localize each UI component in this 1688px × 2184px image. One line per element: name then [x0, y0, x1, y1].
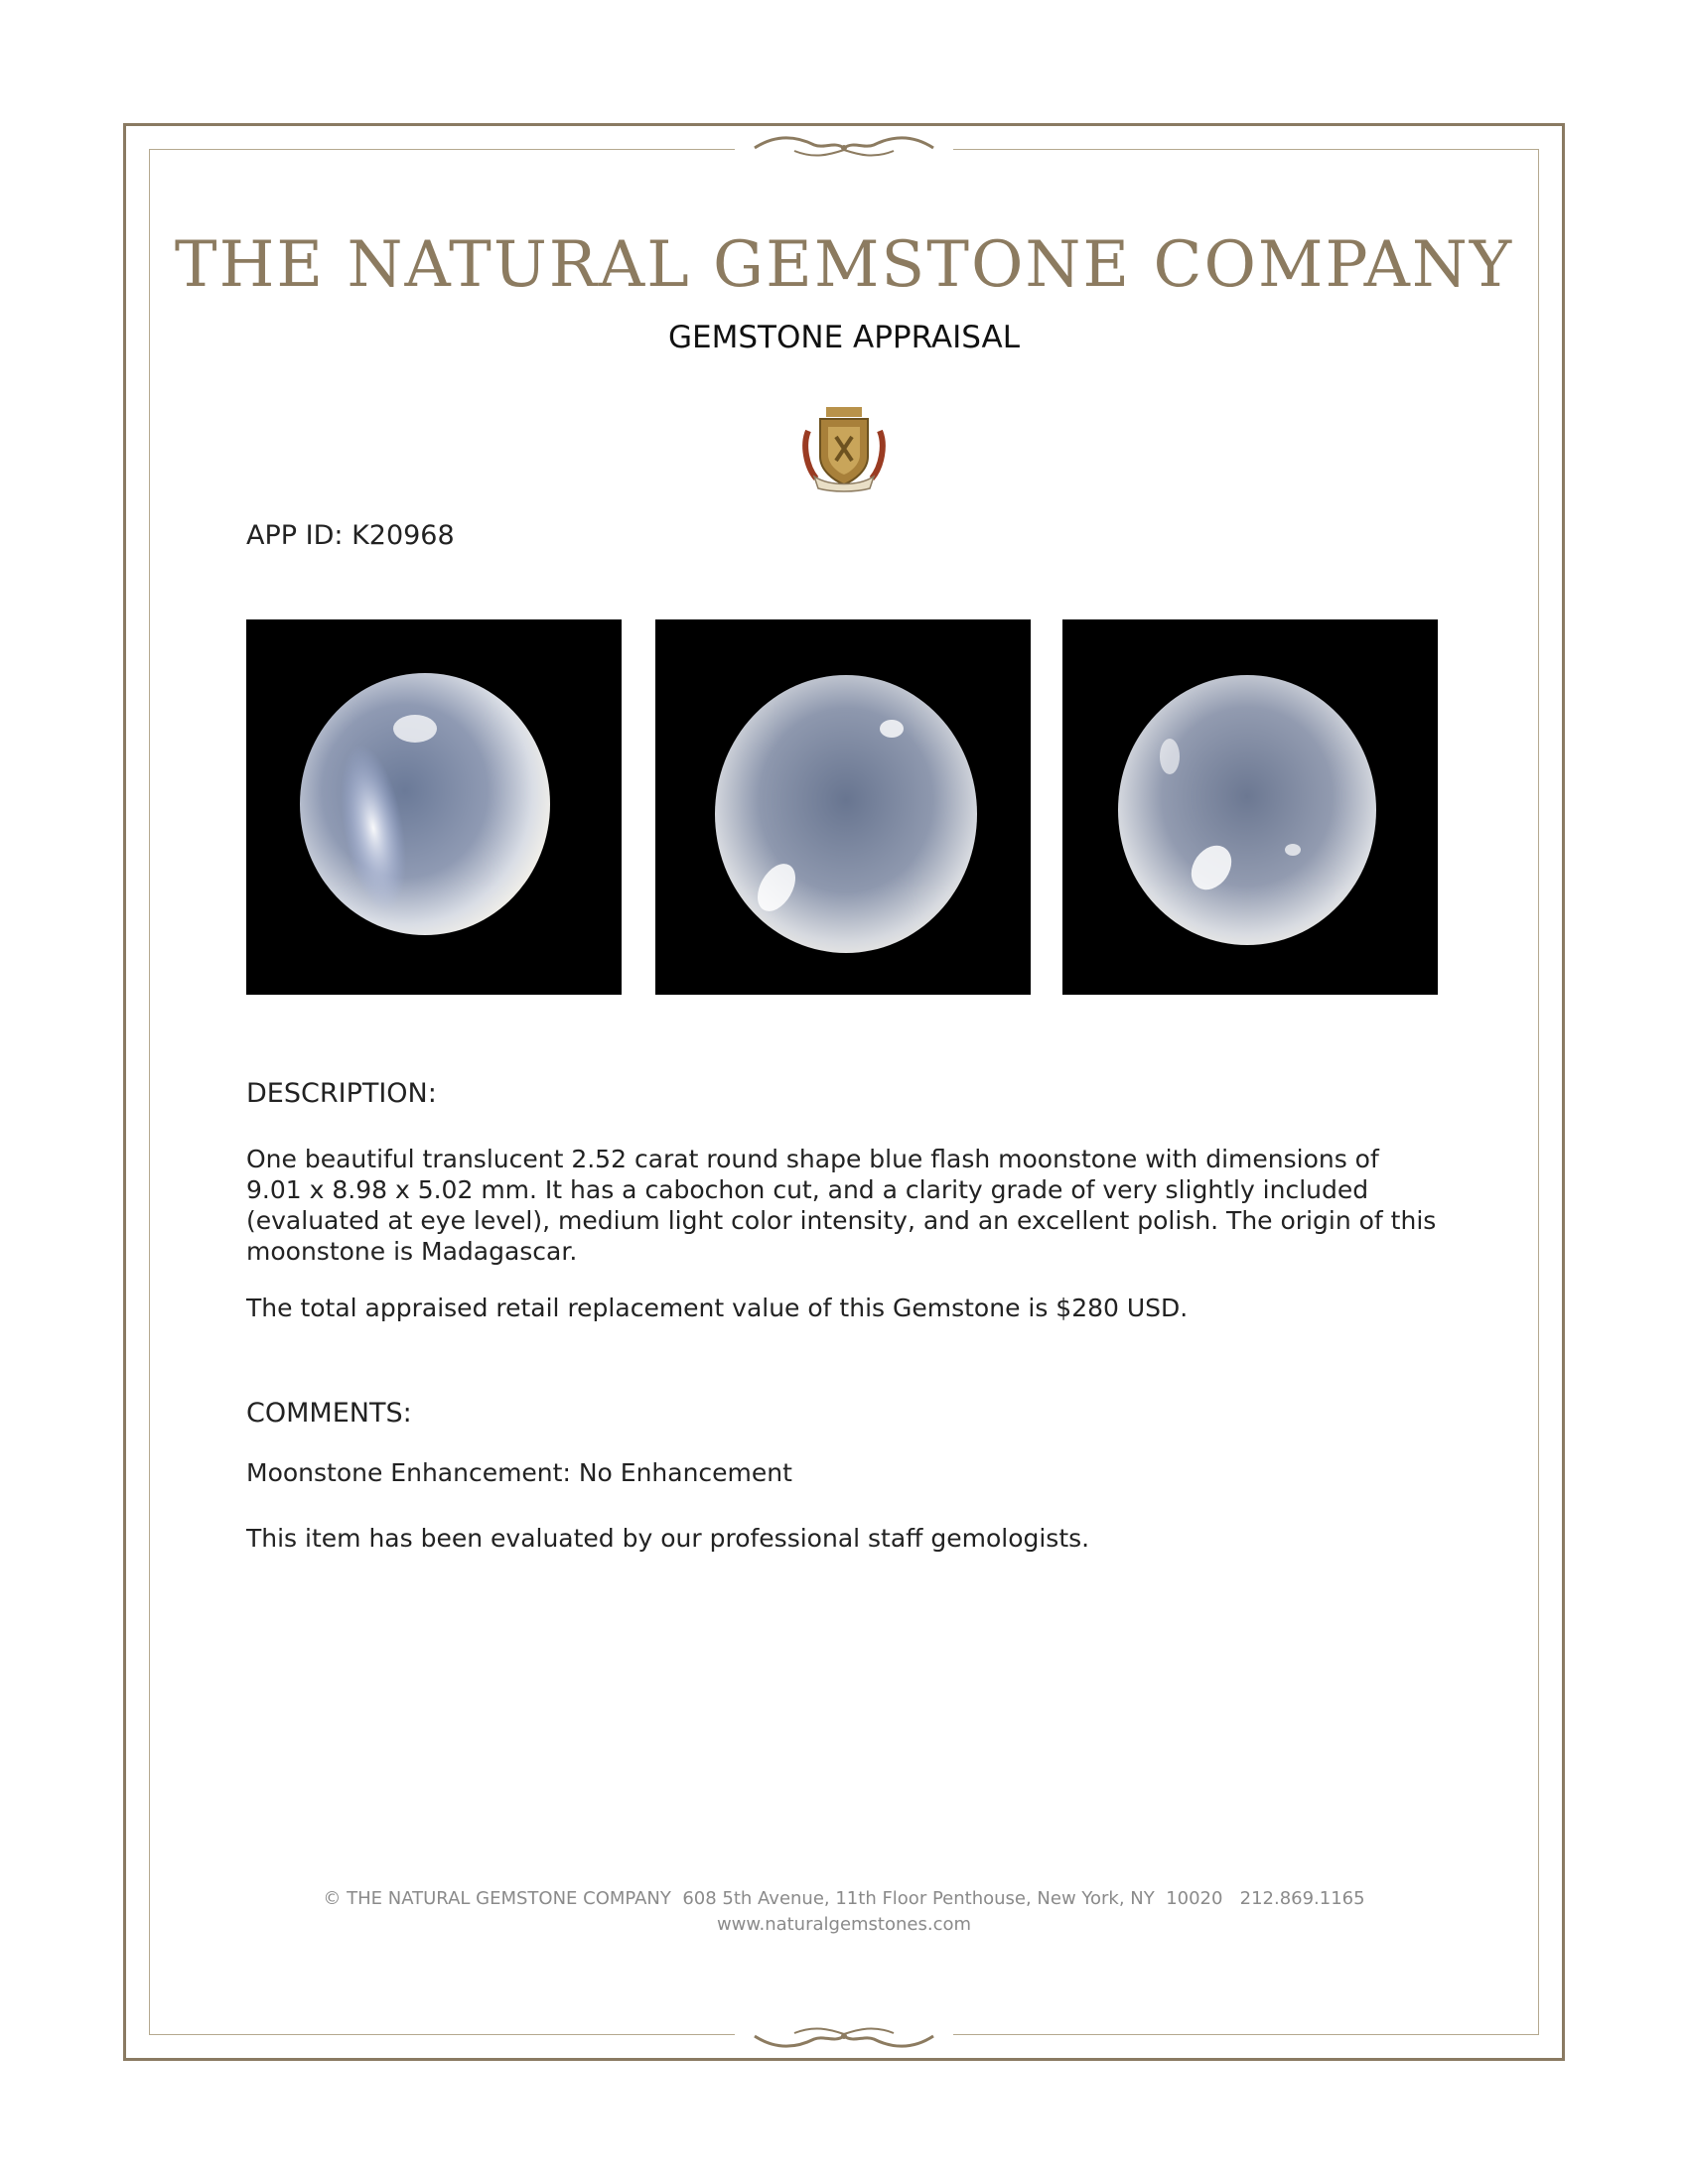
document-title: GEMSTONE APPRAISAL — [668, 320, 1020, 355]
comments-heading: COMMENTS: — [246, 1398, 412, 1429]
description-text: One beautiful translucent 2.52 carat round shape blue flash moonstone with dimensions of 9.01 x 8.98 x 5.02 mm. It has a cabochon cut, and a clarity grade of very slightly included (evaluated at eye level), medium light color intensity, and an excellent polish. The origin of this moonstone is Madagascar. — [246, 1145, 1437, 1266]
gem-photo-front — [246, 619, 622, 995]
bottom-ornament-icon — [735, 2021, 953, 2051]
crest-logo-icon — [800, 401, 888, 492]
appraised-value-text: The total appraised retail replacement value of this Gemstone is $280 USD. — [246, 1294, 1189, 1322]
app-id — [246, 520, 455, 551]
description-heading: DESCRIPTION: — [246, 1078, 437, 1109]
app-id-value: K20968 — [352, 520, 455, 551]
enhancement-text: Moonstone Enhancement: No Enhancement — [246, 1458, 792, 1487]
top-ornament-icon — [735, 133, 953, 163]
evaluation-text: This item has been evaluated by our professional staff gemologists. — [246, 1524, 1090, 1553]
app-id-label: APP ID: — [246, 520, 344, 551]
gem-photo-angle — [655, 619, 1031, 995]
footer-website-link[interactable]: www.naturalgemstones.com — [716, 1914, 972, 1935]
gem-photo-side — [1062, 619, 1438, 995]
company-name: THE NATURAL GEMSTONE COMPANY — [174, 228, 1514, 302]
footer-address: © THE NATURAL GEMSTONE COMPANY 608 5th Avenue, 11th Floor Penthouse, New York, NY 10020 212.869.1165 — [323, 1888, 1365, 1909]
